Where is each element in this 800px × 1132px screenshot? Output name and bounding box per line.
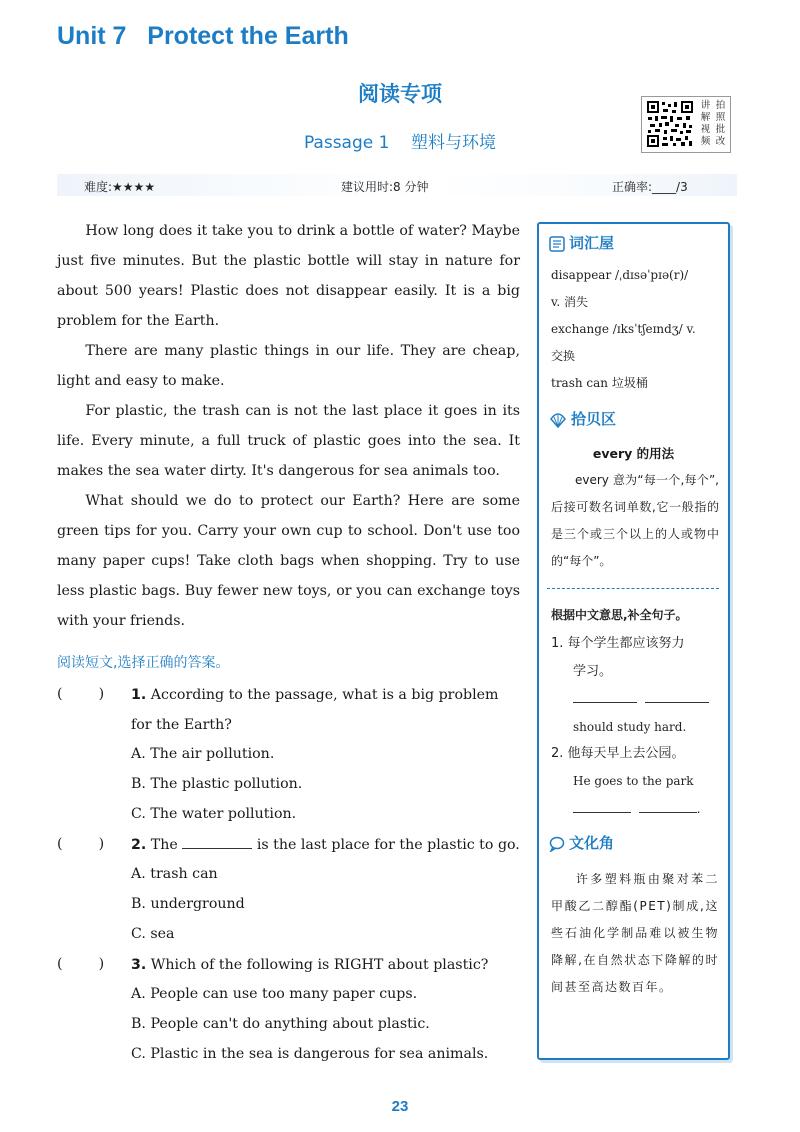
usage-text	[551, 467, 719, 575]
shell-title: 拾贝区	[571, 410, 617, 428]
option-b[interactable]: B. The plastic pollution.	[131, 776, 303, 792]
usage-content: every 意为“每一个,每个”,后接可数名词单数,它一般指的是三个或三个以上的人或物中的“每个”。	[551, 473, 719, 568]
speech-bubble-icon	[549, 836, 565, 852]
qr-char: 讲	[700, 100, 711, 111]
culture-content: 许多塑料瓶由聚对苯二甲酸乙二醇酯(PET)制成,这些石油化学制品难以被生物降解,在自然状态下降解的时间甚至高达数百年。	[551, 872, 719, 994]
qr-code-icon	[646, 100, 694, 148]
divider	[547, 588, 719, 589]
exercise-1-cn: 1. 每个学生都应该努力	[551, 636, 685, 651]
suggested-time: 建议用时:8 分钟	[341, 180, 429, 194]
question-text: Which of the following is RIGHT about plastic?	[150, 957, 489, 973]
fill-blank[interactable]	[639, 800, 697, 813]
exercise-1-en: should study hard.	[573, 720, 687, 734]
fill-blank[interactable]	[573, 800, 631, 813]
question-stem	[131, 830, 523, 860]
question-stem	[131, 950, 523, 980]
vocab-heading	[549, 230, 614, 257]
usage-title: every 的用法	[592, 446, 675, 461]
culture-text	[551, 866, 719, 1001]
passage-paragraph: There are many plastic things in our life. They are cheap, light and easy to make.	[57, 343, 520, 389]
qr-code-box[interactable]	[641, 96, 731, 153]
qr-char: 解	[700, 112, 711, 123]
passage-title: Passage 1 塑料与环境	[303, 133, 497, 153]
question-number: 3.	[131, 957, 147, 973]
fill-blank[interactable]	[645, 690, 709, 703]
qr-char: 照	[715, 112, 726, 123]
sidebar-panel	[537, 222, 730, 1060]
shell-heading	[549, 406, 616, 433]
answer-paren[interactable]: ( )	[57, 956, 105, 972]
vocab-title: 词汇屋	[569, 234, 615, 252]
accuracy-field: 正确率:____/3	[612, 180, 688, 194]
question-text: According to the passage, what is a big problem for the Earth?	[131, 687, 499, 733]
fill-blank[interactable]	[573, 690, 637, 703]
culture-heading	[549, 830, 614, 857]
unit-title: Unit 7 Protect the Earth	[57, 22, 349, 50]
section-title: 阅读专项	[358, 82, 442, 106]
question-number: 2.	[131, 837, 147, 853]
page-number: 23	[391, 1098, 409, 1115]
question-2	[57, 830, 527, 950]
option-b[interactable]: B. underground	[131, 896, 245, 912]
vocab-line: trash can 垃圾桶	[551, 376, 648, 390]
question-text-before: The	[150, 837, 178, 853]
question-number: 1.	[131, 687, 147, 703]
qr-char: 批	[715, 124, 726, 135]
option-c[interactable]: C. The water pollution.	[131, 806, 297, 822]
option-b[interactable]: B. People can't do anything about plastic.	[131, 1016, 430, 1032]
passage-paragraph: What should we do to protect our Earth? Here are some green tips for you. Carry your own cup to school. Don't use too many paper cups! Take cloth bags when shopping. Try to use less plastic bags. Buy fewer new toys, or you can exchange toys with your friends.	[57, 493, 520, 629]
vocab-line: v. 消失	[551, 295, 588, 309]
exercise-1-cn2: 学习。	[573, 664, 613, 679]
passage-paragraph: How long does it take you to drink a bottle of water? Maybe just five minutes. But the plastic bottle will stay in nature for about 500 years! Plastic does not disappear easily. It is a big problem for the Earth.	[57, 223, 520, 329]
option-a[interactable]: A. trash can	[131, 866, 218, 882]
culture-title: 文化角	[569, 834, 615, 852]
question-stem	[131, 680, 523, 740]
exercise-2-cn: 2. 他每天早上去公园。	[551, 746, 685, 761]
option-c[interactable]: C. Plastic in the sea is dangerous for sea animals.	[131, 1046, 489, 1062]
vocab-line: exchange /ɪksˈtʃeɪndʒ/ v.	[551, 322, 696, 336]
question-text-after: is the last place for the plastic to go.	[256, 837, 520, 853]
reading-passage	[57, 216, 520, 636]
exercise-title: 根据中文意思,补全句子。	[551, 608, 688, 622]
qr-char: 改	[715, 136, 726, 147]
shell-icon	[549, 412, 567, 428]
book-icon	[549, 236, 565, 252]
passage-paragraph: For plastic, the trash can is not the last place it goes in its life. Every minute, a full truck of plastic goes into the sea. It makes the sea water dirty. It's dangerous for sea animals too.	[57, 403, 520, 479]
option-c[interactable]: C. sea	[131, 926, 175, 942]
vocab-line: 交换	[551, 349, 576, 363]
qr-char: 视	[700, 124, 711, 135]
info-bar	[57, 174, 737, 196]
qr-char: 频	[700, 136, 711, 147]
option-a[interactable]: A. People can use too many paper cups.	[131, 986, 418, 1002]
qr-char: 拍	[715, 100, 726, 111]
difficulty-rating: 难度:★★★★	[84, 180, 156, 194]
question-1	[57, 680, 527, 830]
vocab-line: disappear /ˌdɪsəˈpɪə(r)/	[551, 268, 689, 282]
answer-paren[interactable]: ( )	[57, 686, 105, 702]
qr-caption	[698, 100, 728, 148]
fill-blank[interactable]	[182, 834, 252, 849]
question-3	[57, 950, 527, 1070]
option-a[interactable]: A. The air pollution.	[131, 746, 275, 762]
instruction: 阅读短文,选择正确的答案。	[57, 655, 230, 671]
exercise-1-blanks	[573, 686, 743, 713]
answer-paren[interactable]: ( )	[57, 836, 105, 852]
exercise-2-blanks: .	[573, 796, 743, 823]
exercise-2-en: He goes to the park	[573, 774, 694, 788]
